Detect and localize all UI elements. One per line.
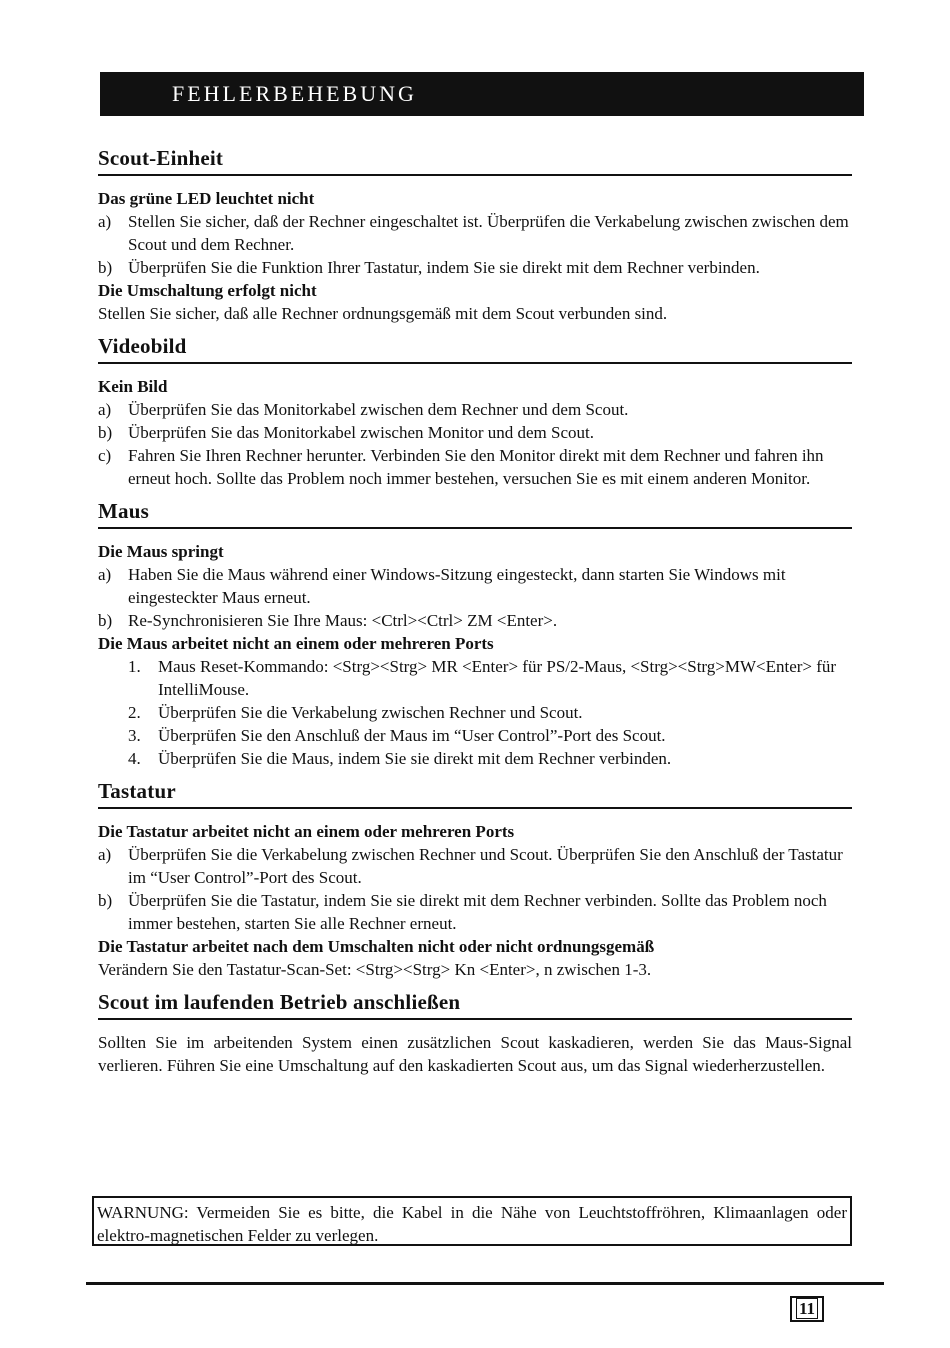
problem-heading: Kein Bild [98, 377, 168, 396]
problem-heading: Die Maus springt [98, 542, 224, 561]
list-marker: 3. [128, 726, 141, 745]
list-marker: a) [98, 400, 112, 419]
list-marker: b) [98, 891, 113, 910]
list-text: Fahren Sie Ihren Rechner herunter. Verbinden Sie den Monitor direkt mit dem Rechner und fahren ihn erneut hoch. Sollte das Problem noch immer bestehen, versuchen Sie es mit einem anderen Monitor. [128, 446, 824, 488]
list-marker: b) [98, 611, 113, 630]
list-marker: b) [98, 423, 113, 442]
numbered-item [98, 655, 852, 701]
problem-heading: Die Tastatur arbeitet nicht an einem oder mehreren Ports [98, 822, 515, 841]
section-heading: Maus [98, 499, 852, 529]
list-item [98, 444, 852, 490]
section-videobild [98, 334, 852, 490]
problem-heading: Das grüne LED leuchtet nicht [98, 189, 315, 208]
list-marker: 4. [128, 749, 141, 768]
section-heading: Scout-Einheit [98, 146, 852, 176]
numbered-item [98, 724, 852, 747]
list-text: Re-Synchronisieren Sie Ihre Maus: <Ctrl><Ctrl> ZM <Enter>. [128, 611, 558, 630]
list-text: Überprüfen Sie das Monitorkabel zwischen Monitor und dem Scout. [128, 423, 594, 442]
section-tastatur [98, 779, 852, 981]
warning-box: WARNUNG: Vermeiden Sie es bitte, die Kabel in die Nähe von Leuchtstoffröhren, Klimaanlagen oder elektro-magnetischen Felder zu verlegen. [92, 1196, 852, 1246]
section-heading: Tastatur [98, 779, 852, 809]
list-text: Überprüfen Sie die Funktion Ihrer Tastatur, indem Sie sie direkt mit dem Rechner verbinden. [128, 258, 760, 277]
problem-heading: Die Tastatur arbeitet nach dem Umschalten nicht oder nicht ordnungsgemäß [98, 937, 655, 956]
list-text: Überprüfen Sie die Verkabelung zwischen Rechner und Scout. [158, 703, 583, 722]
section-hot-plug [98, 990, 852, 1077]
numbered-item [98, 701, 852, 724]
section-heading: Scout im laufenden Betrieb anschließen [98, 990, 852, 1020]
problem-heading: Die Umschaltung erfolgt nicht [98, 281, 317, 300]
list-text: Überprüfen Sie die Maus, indem Sie sie direkt mit dem Rechner verbinden. [158, 749, 672, 768]
section-scout-einheit [98, 146, 852, 325]
section-heading: Videobild [98, 334, 852, 364]
list-item [98, 421, 852, 444]
list-item [98, 210, 852, 256]
footer-divider [86, 1282, 884, 1285]
paragraph: Sollten Sie im arbeitenden System einen zusätzlichen Scout kaskadieren, werden Sie das Maus-Signal verlieren. Führen Sie eine Umschaltung auf den kaskadierten Scout aus, um das Signal wiederherzustellen. [98, 1033, 852, 1075]
list-marker: a) [98, 212, 112, 231]
list-text: Überprüfen Sie die Tastatur, indem Sie sie direkt mit dem Rechner verbinden. Sollte das Problem noch immer bestehen, starten Sie alle Rechner erneut. [128, 891, 827, 933]
list-text: Stellen Sie sicher, daß der Rechner eingeschaltet ist. Überprüfen die Verkabelung zwischen zwischen dem Scout und dem Rechner. [128, 212, 849, 254]
list-text: Überprüfen Sie die Verkabelung zwischen Rechner und Scout. Überprüfen Sie den Anschluß der Tastatur im “User Control”-Port des Scout. [128, 845, 843, 887]
list-text: Maus Reset-Kommando: <Strg><Strg> MR <Enter> für PS/2-Maus, <Strg><Strg>MW<Enter> für IntelliMouse. [158, 657, 837, 699]
list-marker: a) [98, 565, 112, 584]
chapter-title-banner: FEHLERBEHEBUNG [100, 72, 864, 116]
list-item [98, 256, 852, 279]
list-item [98, 843, 852, 889]
document-content [98, 146, 852, 1086]
list-text: Überprüfen Sie den Anschluß der Maus im “User Control”-Port des Scout. [158, 726, 666, 745]
list-item [98, 563, 852, 609]
list-item [98, 398, 852, 421]
list-text: Haben Sie die Maus während einer Windows-Sitzung eingesteckt, dann starten Sie Windows mit eingesteckter Maus erneut. [128, 565, 786, 607]
list-item [98, 889, 852, 935]
list-marker: 1. [128, 657, 141, 676]
list-marker: b) [98, 258, 113, 277]
page-number-text: 11 [796, 1298, 818, 1319]
list-marker: c) [98, 446, 112, 465]
page-number [790, 1296, 824, 1322]
list-text: Überprüfen Sie das Monitorkabel zwischen dem Rechner und dem Scout. [128, 400, 629, 419]
list-marker: 2. [128, 703, 141, 722]
numbered-item [98, 747, 852, 770]
paragraph: Stellen Sie sicher, daß alle Rechner ordnungsgemäß mit dem Scout verbunden sind. [98, 304, 668, 323]
section-maus [98, 499, 852, 770]
list-item [98, 609, 852, 632]
paragraph: Verändern Sie den Tastatur-Scan-Set: <Strg><Strg> Kn <Enter>, n zwischen 1-3. [98, 960, 652, 979]
list-marker: a) [98, 845, 112, 864]
problem-heading: Die Maus arbeitet nicht an einem oder mehreren Ports [98, 634, 494, 653]
